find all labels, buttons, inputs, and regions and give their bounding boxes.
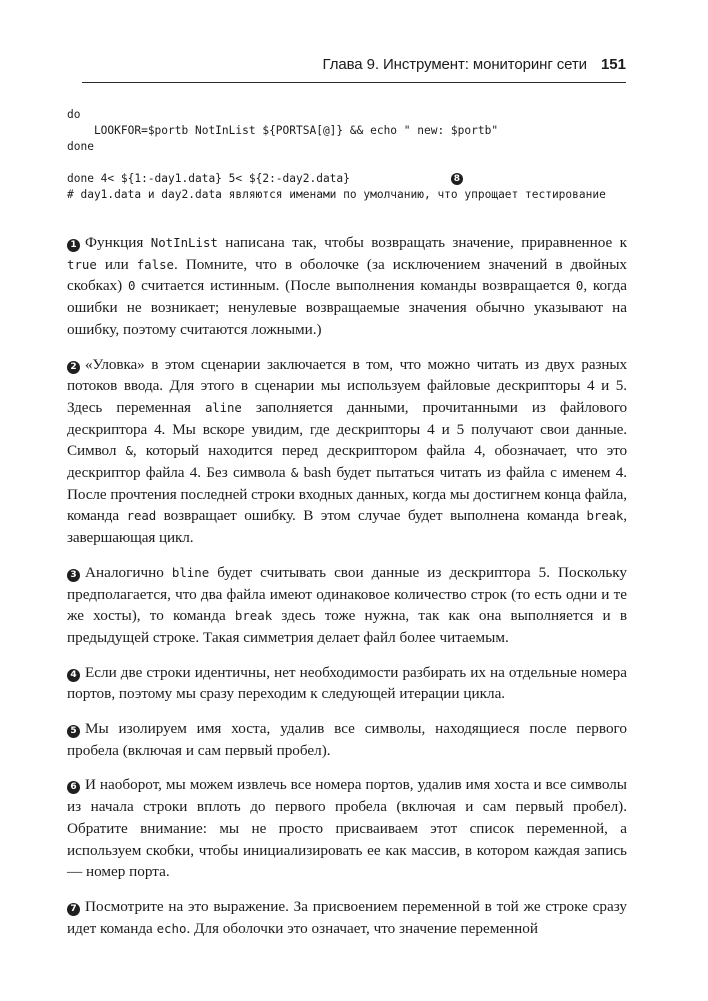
text-run: будет считывать свои данные из дескриптора 5. Поскольку предполагается, что два файла имеют одинаковое количество строк (то есть одни и те же хосты), то команда xyxy=(67,563,627,625)
chapter-title: Глава 9. Инструмент: мониторинг сети xyxy=(322,56,587,73)
callout-marker-1: 1 xyxy=(67,239,80,252)
text-run: написана так, чтобы возвращать значение, приравненное к xyxy=(217,234,627,251)
callout-paragraph-5 xyxy=(67,718,627,761)
inline-code: break xyxy=(586,508,624,524)
text-run: Посмотрите на это выражение. За присвоением переменной в той же строке сразу идет команда xyxy=(67,897,627,937)
code-line-comment: # day1.data и day2.data являются именами по умолчанию, что упрощает тестирование xyxy=(67,188,606,201)
code-line-do: do xyxy=(67,108,81,121)
code-line-done: done xyxy=(67,140,94,153)
code-line-lookfor: LOOKFOR=$portb NotInList ${PORTSA[@]} && echo " new: $portb" xyxy=(67,124,499,137)
callout-marker-3: 3 xyxy=(67,569,80,582)
text-run: , который находится перед дескриптором файла 4, обозначает, что это дескриптор файла 4. Без символа xyxy=(67,442,627,482)
inline-code: & xyxy=(125,443,133,459)
callout-marker-4: 4 xyxy=(67,669,80,682)
inline-code: break xyxy=(234,608,273,624)
page-number: 151 xyxy=(600,56,626,73)
inline-code: bline xyxy=(171,564,210,580)
inline-code: & xyxy=(290,465,299,481)
text-run: Если две строки идентичны, нет необходимости разбирать их на отдельные номера портов, поэтому мы сразу переходим к следующей итерации цикла. xyxy=(67,663,627,703)
text-run: И наоборот, мы можем извлечь все номера портов, удалив имя хоста и все символы из начала строки вплоть до первого пробела (включая и сам первый пробел). Обратите внимание: мы не просто присваиваем этот список переменной, а используем скобки, чтобы инициализировать ее как массив, в котором каждая запись — номер порта. xyxy=(67,776,627,881)
text-run: Мы изолируем имя хоста, удалив все символы, находящиеся после первого пробела (включая и сам первый пробел). xyxy=(67,720,627,759)
explanation-text xyxy=(67,232,627,952)
text-run: или xyxy=(96,255,137,273)
inline-code: aline xyxy=(204,399,242,415)
text-run: здесь тоже нужна, так как она выполняется и в предыдущей строке. Такая симметрия делает файл более читаемым. xyxy=(67,607,627,646)
callout-paragraph-6 xyxy=(67,774,627,883)
text-run: Аналогично xyxy=(85,563,172,581)
inline-code: 0 xyxy=(575,278,584,294)
text-run: «Уловка» в этом сценарии заключается в том, что можно читать из двух разных потоков ввода. Для этого в сценарии мы используем файловые дескрипторы 4 и 5. Здесь переменная xyxy=(67,355,627,416)
callout-marker-6: 6 xyxy=(67,781,80,794)
inline-code: echo xyxy=(156,920,187,936)
text-run: , завершающая цикл. xyxy=(67,507,627,547)
callout-paragraph-2 xyxy=(67,354,627,549)
text-run: . Для оболочки это означает, что значение переменной xyxy=(186,919,539,937)
callout-marker-5: 5 xyxy=(67,725,80,738)
text-run: , когда ошибки не возникает; ненулевые возвращаемые значения обычно указывают на ошибку, поэтому считаются ложными.) xyxy=(67,277,627,338)
inline-code: 0 xyxy=(127,278,136,294)
text-run: возвращает ошибку. В этом случае будет выполнена команда xyxy=(156,507,587,525)
running-header xyxy=(82,56,626,83)
callout-paragraph-3 xyxy=(67,562,627,649)
text-run: Функция xyxy=(85,234,151,251)
text-run: . Помните, что в оболочке (за исключением значений в двойных скобках) xyxy=(67,255,627,295)
callout-paragraph-4 xyxy=(67,662,627,705)
inline-code: true xyxy=(67,256,97,272)
text-run: считается истинным. (После выполнения команды возвращается xyxy=(135,277,576,295)
text-run: bash будет пытаться читать из файла с именем 4. После прочтения последней строки входных данных, когда мы достигнем конца файла, команда xyxy=(67,464,627,525)
callout-marker-2: 2 xyxy=(67,361,80,374)
callout-paragraph-7 xyxy=(67,896,627,939)
callout-marker-8: 8 xyxy=(451,173,463,185)
text-run: заполняется данными, прочитанными из файлового дескриптора 4. Мы вскоре увидим, где дескрипторы 4 и 5 получают свои данные. Символ xyxy=(67,398,627,460)
inline-code: NotInList xyxy=(150,235,218,250)
inline-code: false xyxy=(136,256,175,272)
inline-code: read xyxy=(126,508,157,524)
callout-marker-7: 7 xyxy=(67,903,80,916)
callout-paragraph-1 xyxy=(67,232,627,341)
code-line-done-redirect: done 4< ${1:-day1.data} 5< ${2:-day2.data} 8 xyxy=(67,172,463,185)
